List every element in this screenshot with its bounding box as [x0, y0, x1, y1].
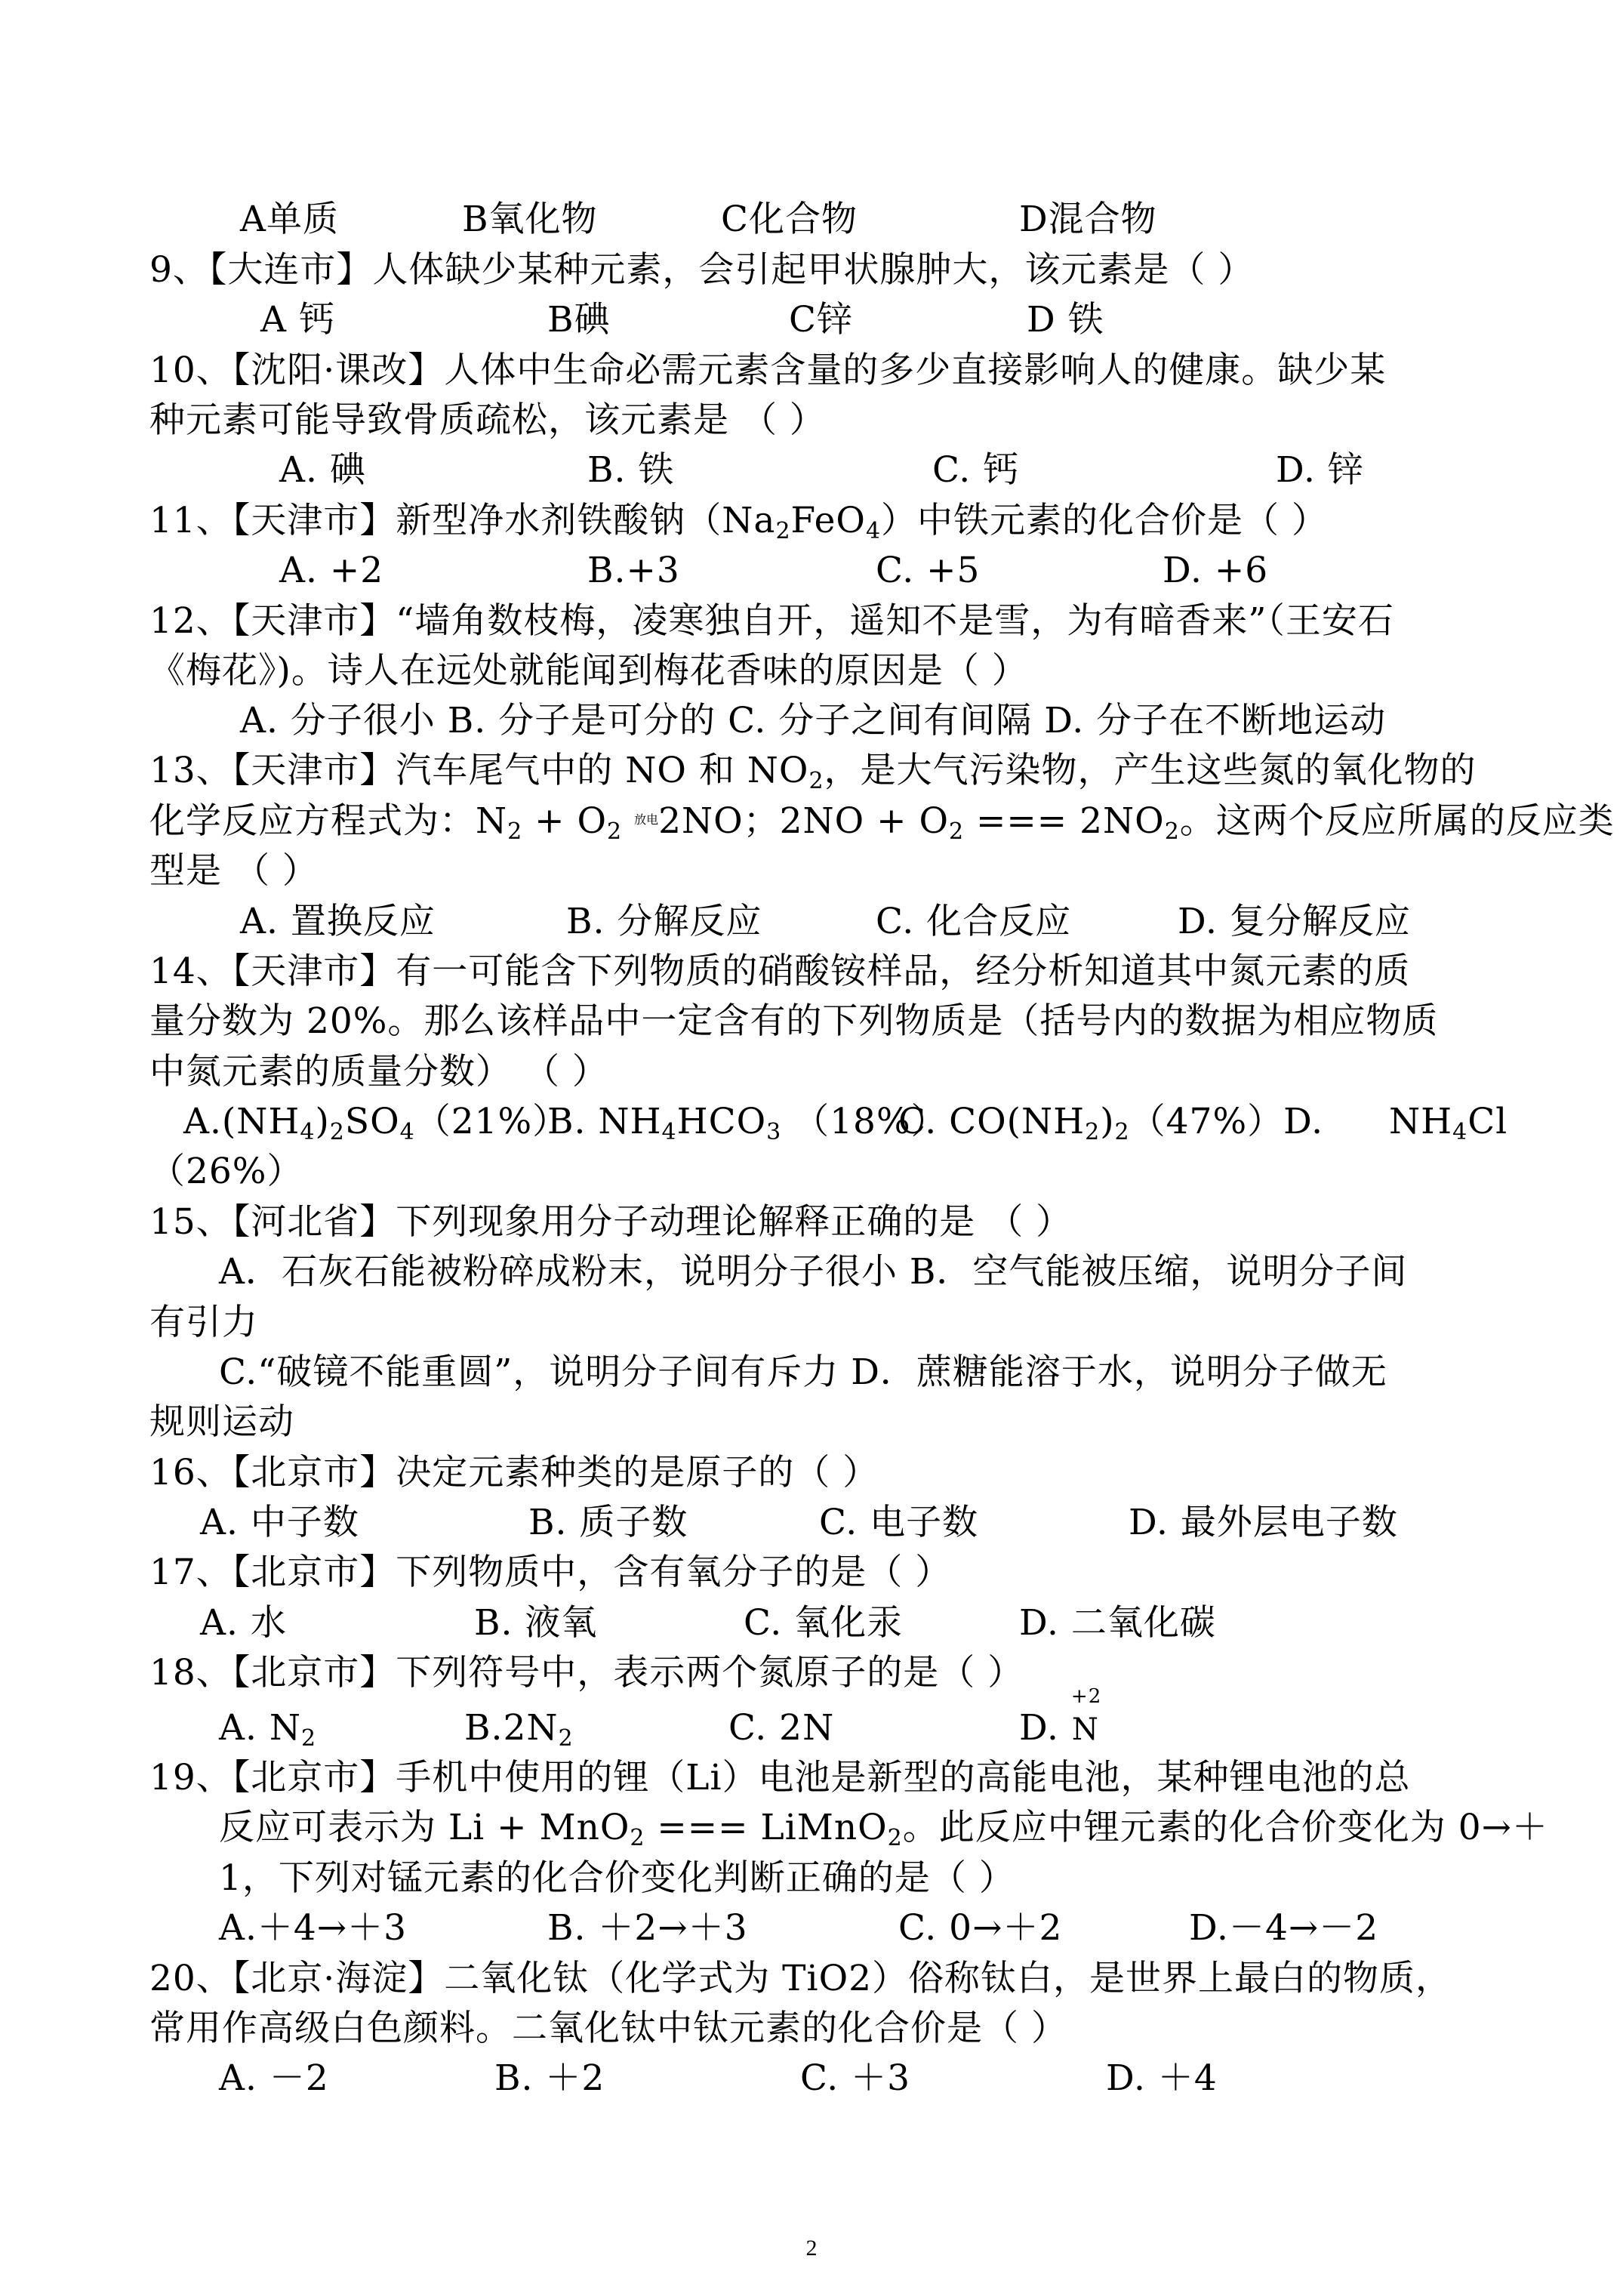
q13-stem-line-3: 型是 （ ） [149, 850, 319, 892]
q11-option-b: B.+3 [587, 550, 680, 591]
q19-stem-line-2: 反应可表示为 Li + MnO$_2$ === LiMnO$_2$。此反应中锂元素的化合价变化为 0→＋ [219, 1807, 1548, 1851]
q19-option-b: B. ＋2→＋3 [547, 1907, 748, 1949]
q17-option-d: D. 二氧化碳 [1019, 1602, 1216, 1644]
q13-option-b: B. 分解反应 [566, 901, 762, 942]
q18-option-b: $B.2N_2$ [464, 1707, 574, 1752]
q15-line-4: 规则运动 [149, 1401, 294, 1443]
q14-option-d: $NH_4Cl$ [1389, 1101, 1508, 1145]
q11-options [0, 546, 1623, 596]
q20-option-a: A. －2 [219, 2057, 329, 2099]
q12-stem-line-2: 《梅花》)。诗人在远处就能闻到梅花香味的原因是（ ） [149, 650, 1028, 692]
q9-option-b: B碘 [547, 299, 611, 341]
q8-option-c: C化合物 [721, 199, 858, 240]
q14-option-c: C. $CO(NH_2)_2(47\%)D$. [898, 1101, 1324, 1145]
q19-option-c: C. 0→＋2 [898, 1907, 1063, 1949]
q14-option-d-percent: （26%） [149, 1151, 303, 1192]
q16-option-a: A. 中子数 [200, 1502, 359, 1543]
q11-option-c: C. +5 [876, 550, 981, 591]
q20-option-b: B. ＋2 [494, 2057, 605, 2099]
q18-options [0, 1685, 1623, 1753]
q9-option-c: C锌 [789, 299, 853, 341]
q20-stem-line-1: 20、【北京·海淀】二氧化钛（化学式为 TiO2）俗称钛白，是世界上最白的物质， [149, 1958, 1452, 1999]
q16-stem: 16、【北京市】决定元素种类的是原子的（ ） [149, 1452, 879, 1493]
q19-stem-line-1: 19、【北京市】手机中使用的锂（Li）电池是新型的高能电池，某种锂电池的总 [149, 1757, 1411, 1798]
q16-option-b: B. 质子数 [528, 1502, 688, 1543]
q19-option-a: A.＋4→＋3 [219, 1907, 408, 1949]
q16-option-d: D. 最外层电子数 [1129, 1502, 1398, 1543]
page-number: 2 [805, 2236, 818, 2261]
q13-options [0, 897, 1623, 947]
q9-option-d: D 铁 [1027, 299, 1104, 341]
valence-symbol: +2 N [1070, 1685, 1102, 1747]
q17-option-b: B. 液氧 [474, 1602, 598, 1644]
q9-stem: 9、【大连市】人体缺少某种元素，会引起甲状腺肿大，该元素是（ ） [149, 249, 1255, 291]
reaction-condition-label: 放电 [634, 812, 659, 827]
q11-stem: 11、【天津市】新型净水剂铁酸钠$(Na_2FeO_4)$中铁元素的化合价是（ ） [149, 500, 1328, 544]
q19-stem-line-3: 1，下列对锰元素的化合价变化判断正确的是（ ） [219, 1857, 1015, 1899]
q10-option-d: D. 锌 [1276, 449, 1364, 491]
q20-option-d: D. ＋4 [1106, 2057, 1218, 2099]
q18-option-a: A. $N_2$ [219, 1707, 317, 1752]
q15-stem: 15、【河北省】下列现象用分子动理论解释正确的是 （ ） [149, 1201, 1073, 1243]
q10-options [0, 445, 1623, 495]
q18-stem: 18、【北京市】下列符号中，表示两个氮原子的是（ ） [149, 1652, 1024, 1693]
q14-stem-line-2: 量分数为 20%。那么该样品中一定含有的下列物质是（括号内的数据为相应物质 [149, 1000, 1439, 1042]
q11-option-a: A. +2 [279, 550, 384, 591]
q9-options [0, 295, 1623, 345]
q12-options: A. 分子很小 B. 分子是可分的 C. 分子之间有间隔 D. 分子在不断地运动 [240, 700, 1387, 741]
q14-options [0, 1097, 1623, 1147]
q16-options [0, 1498, 1623, 1548]
q13-stem-line-1: 13、【天津市】汽车尾气中的 NO 和 $NO_2$，是大气污染物，产生这些氮的氧化物的 [149, 750, 1477, 794]
q10-option-b: B. 铁 [587, 449, 675, 491]
q16-option-c: C. 电子数 [819, 1502, 979, 1543]
q13-option-c: C. 化合反应 [876, 901, 1072, 942]
q10-stem-line-2: 种元素可能导致骨质疏松，该元素是 （ ） [149, 399, 826, 441]
q14-stem-line-3: 中氮元素的质量分数） （ ） [149, 1051, 608, 1093]
q20-option-c: C. ＋3 [800, 2057, 911, 2099]
q20-stem-line-2: 常用作高级白色颜料。二氧化钛中钛元素的化合价是（ ） [149, 2008, 1067, 2049]
q12-stem-line-1: 12、【天津市】“墙角数枝梅，凌寒独自开，遥知不是雪，为有暗香来”（王安石 [149, 600, 1394, 642]
q9-option-a: A 钙 [260, 299, 335, 341]
q10-stem-line-1: 10、【沈阳·课改】人体中生命必需元素含量的多少直接影响人的健康。缺少某 [149, 350, 1387, 391]
q13-option-d: D. 复分解反应 [1178, 901, 1411, 942]
q15-line-2: 有引力 [149, 1302, 258, 1343]
q15-line-3: C.“破镜不能重圆”，说明分子间有斥力 D．蔗糖能溶于水，说明分子做无 [219, 1351, 1387, 1393]
q15-line-1: A．石灰石能被粉碎成粉末，说明分子很小 B．空气能被压缩，说明分子间 [219, 1251, 1408, 1293]
q17-stem: 17、【北京市】下列物质中，含有氧分子的是（ ） [149, 1552, 952, 1593]
q8-options [0, 195, 1623, 245]
q14-option-a: $A.(NH_4)_2SO_4(21\%)$ [183, 1101, 569, 1145]
q17-option-a: A. 水 [200, 1602, 287, 1644]
q17-option-c: C. 氧化汞 [744, 1602, 904, 1644]
q13-stem-line-2: 化学反应方程式为：$N_2 + O_2$ $^{放电}$2NO；$2NO + O_2$ === $2NO_2$。这两个反应所属的反应类 [149, 800, 1615, 845]
q17-options [0, 1598, 1623, 1648]
q13-option-a: A. 置换反应 [240, 901, 436, 942]
q10-option-c: C. 钙 [932, 449, 1020, 491]
q10-option-a: A. 碘 [279, 449, 366, 491]
q8-option-a: A单质 [240, 199, 339, 240]
q14-stem-line-1: 14、【天津市】有一可能含下列物质的硝酸铵样品，经分析知道其中氮元素的质 [149, 951, 1411, 992]
q18-option-d: D. +2 N [1019, 1703, 1100, 1755]
q8-option-b: B氧化物 [462, 199, 598, 240]
q19-options [0, 1903, 1623, 1953]
q18-option-c: C. 2N [728, 1707, 835, 1749]
q8-option-d: D混合物 [1019, 199, 1157, 240]
q20-options [0, 2054, 1623, 2103]
q19-option-d: D.－4→－2 [1189, 1907, 1379, 1949]
q14-option-b: B. $NH_4HCO_3$ （18%） [547, 1101, 947, 1145]
q11-option-d: D. +6 [1163, 550, 1269, 591]
